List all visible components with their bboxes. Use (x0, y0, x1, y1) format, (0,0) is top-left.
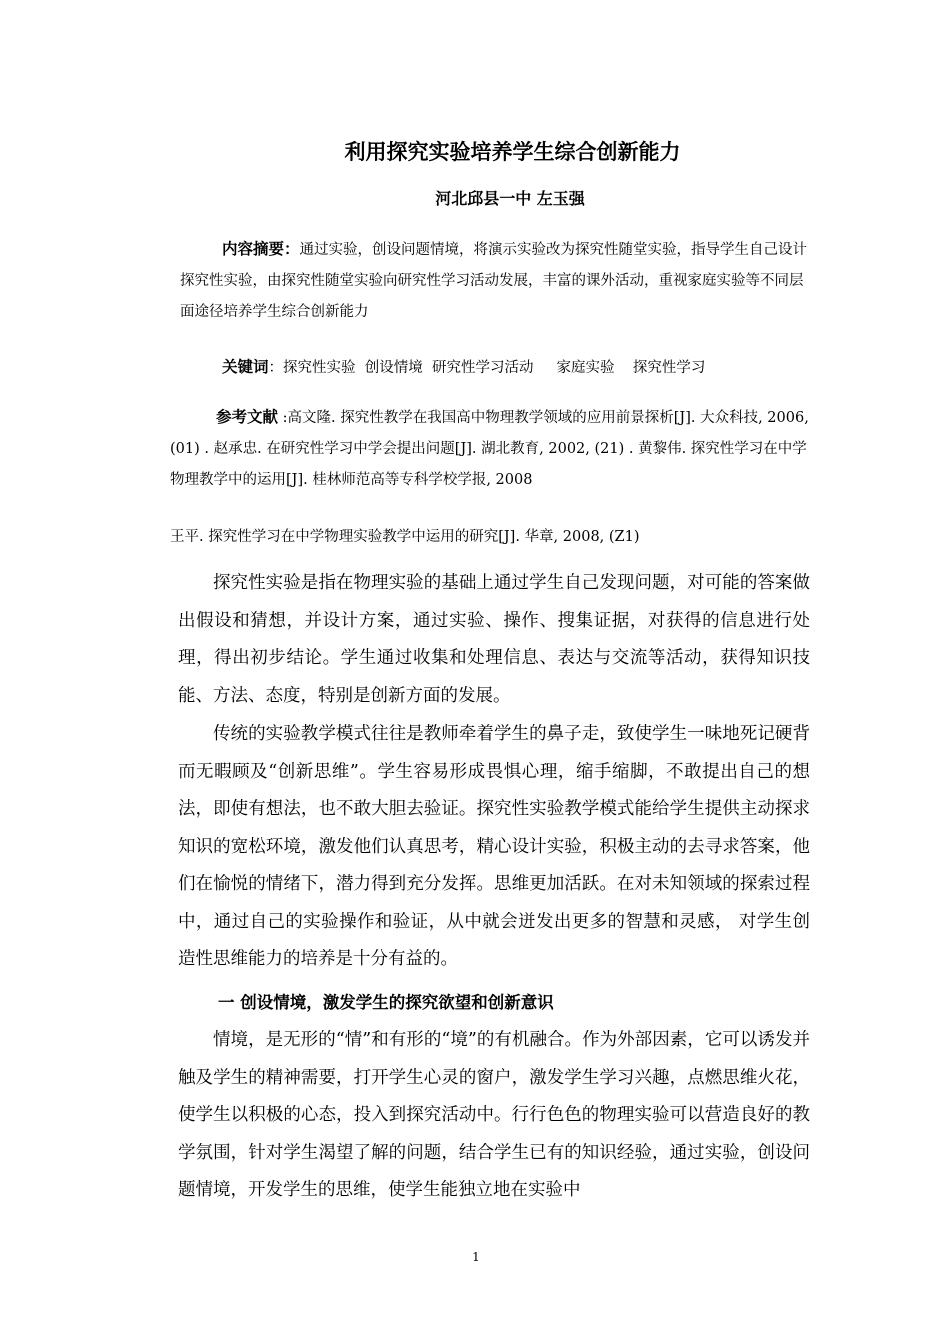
paragraph-1: 探究性实验是指在物理实验的基础上通过学生自己发现问题，对可能的答案做出假设和猜想，并设计方案，通过实验、操作、搜集证据，对获得的信息进行处理，得出初步结论。学生通过收集和处理信息、表达与交流等活动，获得知识技能、方法、态度，特别是创新方面的发展。 (178, 573, 810, 706)
paragraph-2: 传统的实验教学模式往往是教师牵着学生的鼻子走，致使学生一味地死记硬背而无暇顾及“创新思维”。学生容易形成畏惧心理，缩手缩脚，不敢提出自己的想法，即使有想法，也不敢大胆去验证。探究性实验教学模式能给学生提供主动探求知识的宽松环境，激发他们认真思考，精心设计实验，积极主动的去寻求答案，他们在愉悦的情绪下，潜力得到充分发挥。思维更加活跃。在对未知领域的探索过程中，通过自己的实验操作和验证，从中就会迸发出更多的智慧和灵感， 对学生创造性思维能力的培养是十分有益的。 (178, 724, 810, 969)
reference-last: 王平. 探究性学习在中学物理实验教学中运用的研究[J]. 华章, 2008, (Z1) (170, 529, 640, 545)
section-heading: 一 创设情境，激发学生的探究欲望和创新意识 (218, 993, 554, 1012)
paragraph-3: 情境，是无形的“情”和有形的“境”的有机融合。作为外部因素，它可以诱发并触及学生的精神需要，打开学生心灵的窗户，激发学生学习兴趣，点燃思维火花，使学生以积极的心态，投入到探究活动中。行行色色的物理实验可以营造良好的教学氛围，针对学生渴望了解的问题，结合学生已有的知识经验，通过实验，创设问题情境，开发学生的思维，使学生能独立地在实验中 (178, 1030, 810, 1200)
page-number: 1 (472, 1250, 480, 1264)
references-text: :高文隆. 探究性教学在我国高中物理教学领域的应用前景探析[J]. 大众科技, 2006, (01) . 赵承忠. 在研究性学习中学会提出问题[J]. 湖北教育, 2002, (21) . 黄黎伟. 探究性学习在中学物理教学中的运用[J]. 桂林师范高等专科学校学报, 2008 (170, 410, 809, 488)
references-block (124, 402, 810, 496)
keywords-label: 关键词 (222, 358, 269, 376)
author-line: 河北邱县一中 左玉强 (435, 189, 585, 208)
keywords (222, 355, 705, 377)
references-label: 参考文献 (216, 408, 279, 426)
abstract (180, 234, 810, 328)
document-title: 利用探究实验培养学生综合创新能力 (344, 140, 681, 164)
keywords-text: ：探究性实验 创设情境 研究性学习活动 家庭实验 探究性学习 (268, 360, 706, 376)
abstract-label: 内容摘要： (222, 240, 300, 258)
references (170, 402, 810, 545)
abstract-text: 通过实验，创设问题情境，将演示实验改为探究性随堂实验，指导学生自己设计探究性实验，由探究性随堂实验向研究性学习活动发展，丰富的课外活动，重视家庭实验等不同层面途径培养学生综合创新能力 (180, 242, 808, 320)
